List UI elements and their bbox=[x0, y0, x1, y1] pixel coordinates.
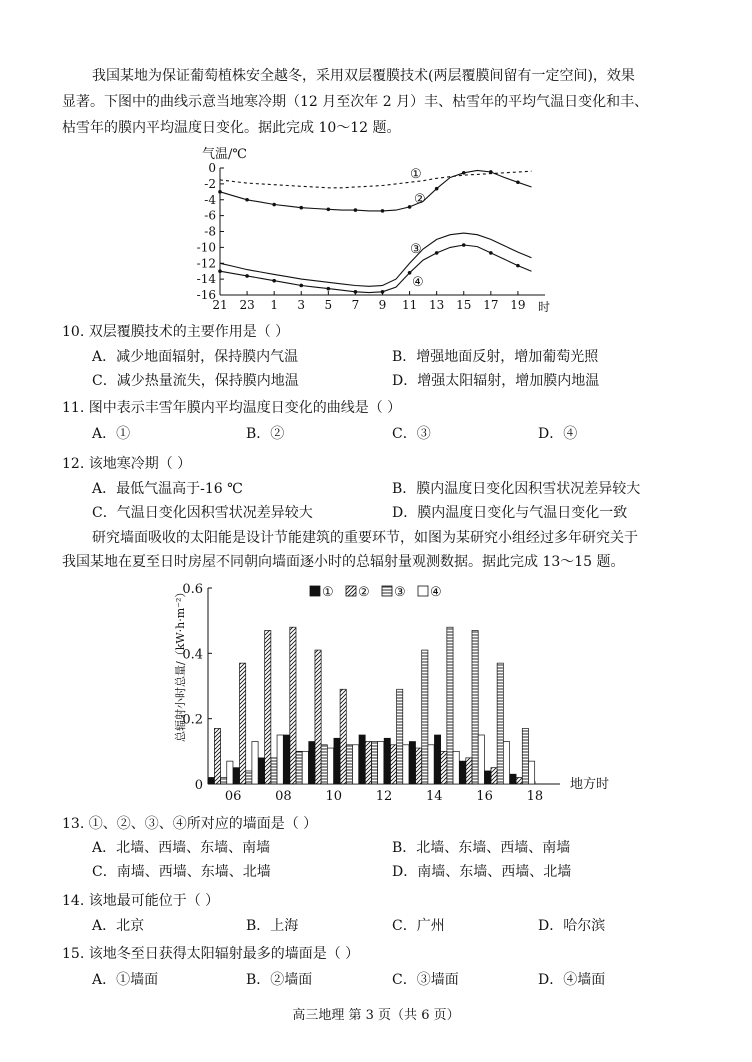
chart1-point bbox=[218, 190, 222, 194]
q13-option-d: D．南墙、东墙、西墙、北墙 bbox=[392, 864, 572, 880]
q13-option-a: A．北墙、西墙、东墙、南墙 bbox=[92, 840, 271, 856]
chart1-point bbox=[516, 264, 520, 268]
chart2-xtick-label: 12 bbox=[375, 789, 393, 800]
chart1-series-line-2 bbox=[220, 170, 532, 211]
chart2-bar bbox=[352, 745, 358, 784]
chart1-ytick-label: -12 bbox=[196, 256, 216, 271]
q14-stem: 14. 该地最可能位于（ ） bbox=[62, 893, 220, 909]
q10-option-b: B．增强地面反射，增加葡萄光照 bbox=[392, 349, 599, 365]
chart2-bar bbox=[321, 745, 327, 784]
chart1-xlabel: 时 bbox=[538, 300, 551, 314]
chart2-bar bbox=[397, 689, 403, 784]
chart2-bar bbox=[371, 742, 377, 784]
chart2-xtick-label: 18 bbox=[526, 789, 544, 800]
chart2-bar bbox=[208, 777, 214, 784]
q10-option-d: D．增强太阳辐射，增加膜内地温 bbox=[392, 373, 600, 389]
chart2-bar bbox=[434, 735, 440, 784]
chart1-ytick-label: -6 bbox=[204, 208, 216, 223]
chart1-point bbox=[381, 209, 385, 213]
q14-option-d: D．哈尔滨 bbox=[538, 918, 606, 934]
chart2-xtick-label: 16 bbox=[476, 789, 493, 800]
q15-option-a: A．①墙面 bbox=[92, 972, 159, 988]
q11-option-a: A．① bbox=[92, 426, 131, 442]
chart1-point bbox=[516, 180, 520, 184]
chart1-point bbox=[381, 290, 385, 294]
chart2-legend-swatch bbox=[346, 586, 356, 596]
chart2-bar bbox=[441, 751, 447, 784]
q15-option-d: D．④墙面 bbox=[538, 972, 606, 988]
chart2-bar bbox=[214, 728, 220, 784]
chart2-bar bbox=[284, 735, 290, 784]
q13-option-c: C．南墙、西墙、东墙、北墙 bbox=[92, 864, 271, 880]
chart1-ytick-label: -14 bbox=[196, 272, 216, 287]
chart1-point bbox=[354, 208, 358, 212]
chart2-bar bbox=[497, 663, 503, 784]
chart1-ytick-label: -16 bbox=[196, 288, 216, 302]
intro2-line2: 我国某地在夏至日时房屋不同朝向墙面逐小时的总辐射量观测数据。据此完成 13～15 题。 bbox=[62, 554, 625, 570]
temperature-line-chart bbox=[190, 140, 570, 320]
chart2-legend-swatch bbox=[310, 586, 320, 596]
chart1-xtick-label: 13 bbox=[429, 298, 445, 312]
q12-stem: 12. 该地寒冷期（ ） bbox=[62, 456, 192, 472]
series-label-4: ④ bbox=[412, 275, 424, 290]
chart2-bar bbox=[491, 768, 497, 784]
chart1-xtick-label: 21 bbox=[212, 298, 228, 312]
chart2-bar bbox=[277, 735, 283, 784]
series-label-1: ① bbox=[410, 167, 422, 182]
chart2-bar bbox=[453, 751, 459, 784]
chart1-point bbox=[462, 171, 466, 175]
chart2-bar bbox=[246, 771, 252, 784]
chart1-xtick-label: 17 bbox=[483, 298, 499, 312]
chart1-point bbox=[299, 284, 303, 288]
chart1-point bbox=[408, 205, 412, 209]
chart1-point bbox=[462, 243, 466, 247]
page-footer: 高三地理 第 3 页（共 6 页） bbox=[292, 1008, 460, 1023]
chart2-bar bbox=[485, 771, 491, 784]
chart2-bar bbox=[365, 742, 371, 784]
chart2-bar bbox=[447, 627, 453, 784]
chart1-point bbox=[218, 269, 222, 273]
chart1-xtick-label: 23 bbox=[239, 298, 255, 312]
chart2-bar bbox=[422, 650, 428, 784]
chart2-ytick-label: 0.2 bbox=[182, 712, 203, 728]
chart1-point bbox=[354, 290, 358, 294]
chart1-xtick-label: 9 bbox=[378, 298, 387, 312]
chart1-point bbox=[245, 274, 249, 278]
chart2-bar bbox=[466, 758, 472, 784]
chart2-bar bbox=[340, 689, 346, 784]
chart1-xtick-label: 1 bbox=[270, 298, 278, 312]
chart1-xtick-label: 7 bbox=[351, 298, 360, 312]
chart2-bar bbox=[359, 735, 365, 784]
q11-option-c: C．③ bbox=[392, 426, 431, 442]
chart2-bar bbox=[221, 777, 227, 784]
chart2-bar bbox=[265, 630, 271, 784]
chart2-bar bbox=[428, 745, 434, 784]
chart1-ytick-label: -4 bbox=[204, 192, 216, 207]
chart2-bar bbox=[510, 774, 516, 784]
chart1-series-line-3 bbox=[220, 233, 532, 286]
chart2-legend-swatch bbox=[418, 586, 428, 596]
chart1-xtick-label: 19 bbox=[510, 298, 526, 312]
chart2-bar bbox=[416, 748, 422, 784]
chart2-bar bbox=[315, 650, 321, 784]
intro2-line1: 研究墙面吸收的太阳能是设计节能建筑的重要环节，如图为某研究小组经过多年研究关于 bbox=[92, 530, 638, 546]
chart1-point bbox=[327, 287, 331, 291]
chart1-xtick-label: 11 bbox=[401, 298, 418, 312]
q11-stem: 11. 图中表示丰雪年膜内平均温度日变化的曲线是（ ） bbox=[62, 400, 402, 416]
chart2-bar bbox=[460, 761, 466, 784]
chart2-xlabel: 地方时 bbox=[570, 777, 610, 792]
q14-option-c: C．广州 bbox=[392, 918, 445, 934]
chart1-ylabel: 气温/℃ bbox=[202, 147, 247, 162]
chart2-bar bbox=[296, 751, 302, 784]
chart2-legend-label: ③ bbox=[394, 585, 406, 600]
chart1-xtick-label: 5 bbox=[324, 298, 333, 312]
chart2-bar bbox=[522, 728, 528, 784]
chart1-series-line-1 bbox=[220, 171, 532, 188]
series-label-2: ② bbox=[414, 192, 426, 207]
chart2-ytick-label: 0.6 bbox=[182, 582, 203, 597]
chart1-xtick-label: 15 bbox=[456, 298, 472, 312]
chart2-bar bbox=[390, 745, 396, 784]
intro1-line1: 我国某地为保证葡萄植株安全越冬，采用双层覆膜技术(两层覆膜间留有一定空间)，效果 bbox=[92, 68, 635, 84]
chart2-bar bbox=[227, 761, 233, 784]
chart2-xtick-label: 08 bbox=[275, 789, 292, 800]
q10-option-a: A．减少地面辐射，保持膜内气温 bbox=[92, 349, 299, 365]
chart2-bar bbox=[302, 751, 308, 784]
q14-option-a: A．北京 bbox=[92, 918, 145, 934]
chart2-legend-label: ④ bbox=[430, 585, 442, 600]
chart2-bar bbox=[240, 663, 246, 784]
chart1-ytick-label: -2 bbox=[204, 176, 216, 191]
chart1-point bbox=[435, 187, 439, 191]
chart2-bar bbox=[378, 742, 384, 784]
chart2-ytick-label: 0 bbox=[194, 778, 203, 793]
chart1-point bbox=[489, 170, 493, 174]
q11-option-d: D．④ bbox=[538, 426, 578, 442]
chart2-bar bbox=[309, 742, 315, 784]
q12-option-d: D．膜内温度日变化与气温日变化一致 bbox=[392, 505, 628, 521]
q12-option-c: C．气温日变化因积雪状况差异较大 bbox=[92, 505, 313, 521]
chart1-point bbox=[272, 279, 276, 283]
chart2-bar bbox=[516, 777, 522, 784]
chart2-xtick-label: 10 bbox=[325, 789, 342, 800]
q12-option-a: A．最低气温高于-16 ℃ bbox=[92, 481, 243, 497]
chart2-legend-label: ① bbox=[322, 585, 334, 600]
chart1-point bbox=[272, 203, 276, 207]
chart1-point bbox=[435, 251, 439, 255]
chart2-bar bbox=[271, 758, 277, 784]
q15-stem: 15. 该地冬至日获得太阳辐射最多的墙面是（ ） bbox=[62, 946, 360, 962]
intro1-line3: 枯雪年的膜内平均温度日变化。据此完成 10～12 题。 bbox=[62, 120, 401, 136]
q13-stem: 13. ①、②、③、④所对应的墙面是（ ） bbox=[62, 816, 318, 832]
chart2-xtick-label: 06 bbox=[224, 789, 242, 800]
q11-option-b: B．② bbox=[246, 426, 285, 442]
chart2-bar bbox=[258, 758, 264, 784]
chart2-bar bbox=[472, 630, 478, 784]
q10-stem: 10. 双层覆膜技术的主要作用是（ ） bbox=[62, 324, 290, 340]
chart1-point bbox=[327, 207, 331, 211]
q12-option-b: B．膜内温度日变化因积雪状况差异较大 bbox=[392, 481, 641, 497]
chart1-ytick-label: -10 bbox=[196, 240, 216, 255]
q15-option-c: C．③墙面 bbox=[392, 972, 459, 988]
intro1-line2: 显著。下图中的曲线示意当地寒冷期（12 月至次年 2 月）丰、枯雪年的平均气温日变化和丰、 bbox=[62, 94, 649, 110]
chart1-ytick-label: 0 bbox=[208, 161, 216, 175]
chart2-bar bbox=[409, 742, 415, 784]
chart2-bar bbox=[384, 738, 390, 784]
q10-option-c: C．减少热量流失，保持膜内地温 bbox=[92, 373, 299, 389]
series-label-3: ③ bbox=[410, 242, 422, 257]
chart2-legend-label: ② bbox=[358, 585, 370, 600]
chart1-point bbox=[245, 198, 249, 202]
chart2-xtick-label: 14 bbox=[426, 789, 443, 800]
q14-option-b: B．上海 bbox=[246, 918, 299, 934]
chart2-ytick-label: 0.4 bbox=[182, 647, 203, 663]
chart1-xtick-label: 3 bbox=[297, 298, 306, 312]
chart2-bar bbox=[233, 768, 239, 784]
chart2-ylabel: 总辐射小时总量/（kW·h·m⁻²） bbox=[174, 586, 187, 742]
chart2-bar bbox=[478, 735, 484, 784]
chart2-bar bbox=[334, 738, 340, 784]
q13-option-b: B．北墙、东墙、西墙、南墙 bbox=[392, 840, 571, 856]
chart2-bar bbox=[327, 748, 333, 784]
chart1-ytick-label: -8 bbox=[204, 224, 216, 239]
radiation-bar-chart bbox=[150, 574, 630, 800]
chart2-bar bbox=[403, 745, 409, 784]
q15-option-b: B．②墙面 bbox=[246, 972, 313, 988]
chart2-bar bbox=[346, 745, 352, 784]
chart2-bar bbox=[290, 627, 296, 784]
chart1-point bbox=[489, 251, 493, 255]
chart2-legend-swatch bbox=[382, 586, 392, 596]
chart2-bar bbox=[252, 742, 258, 784]
chart2-bar bbox=[503, 742, 509, 784]
chart1-point bbox=[299, 206, 303, 210]
chart2-bar bbox=[528, 761, 534, 784]
chart1-point bbox=[408, 271, 412, 275]
